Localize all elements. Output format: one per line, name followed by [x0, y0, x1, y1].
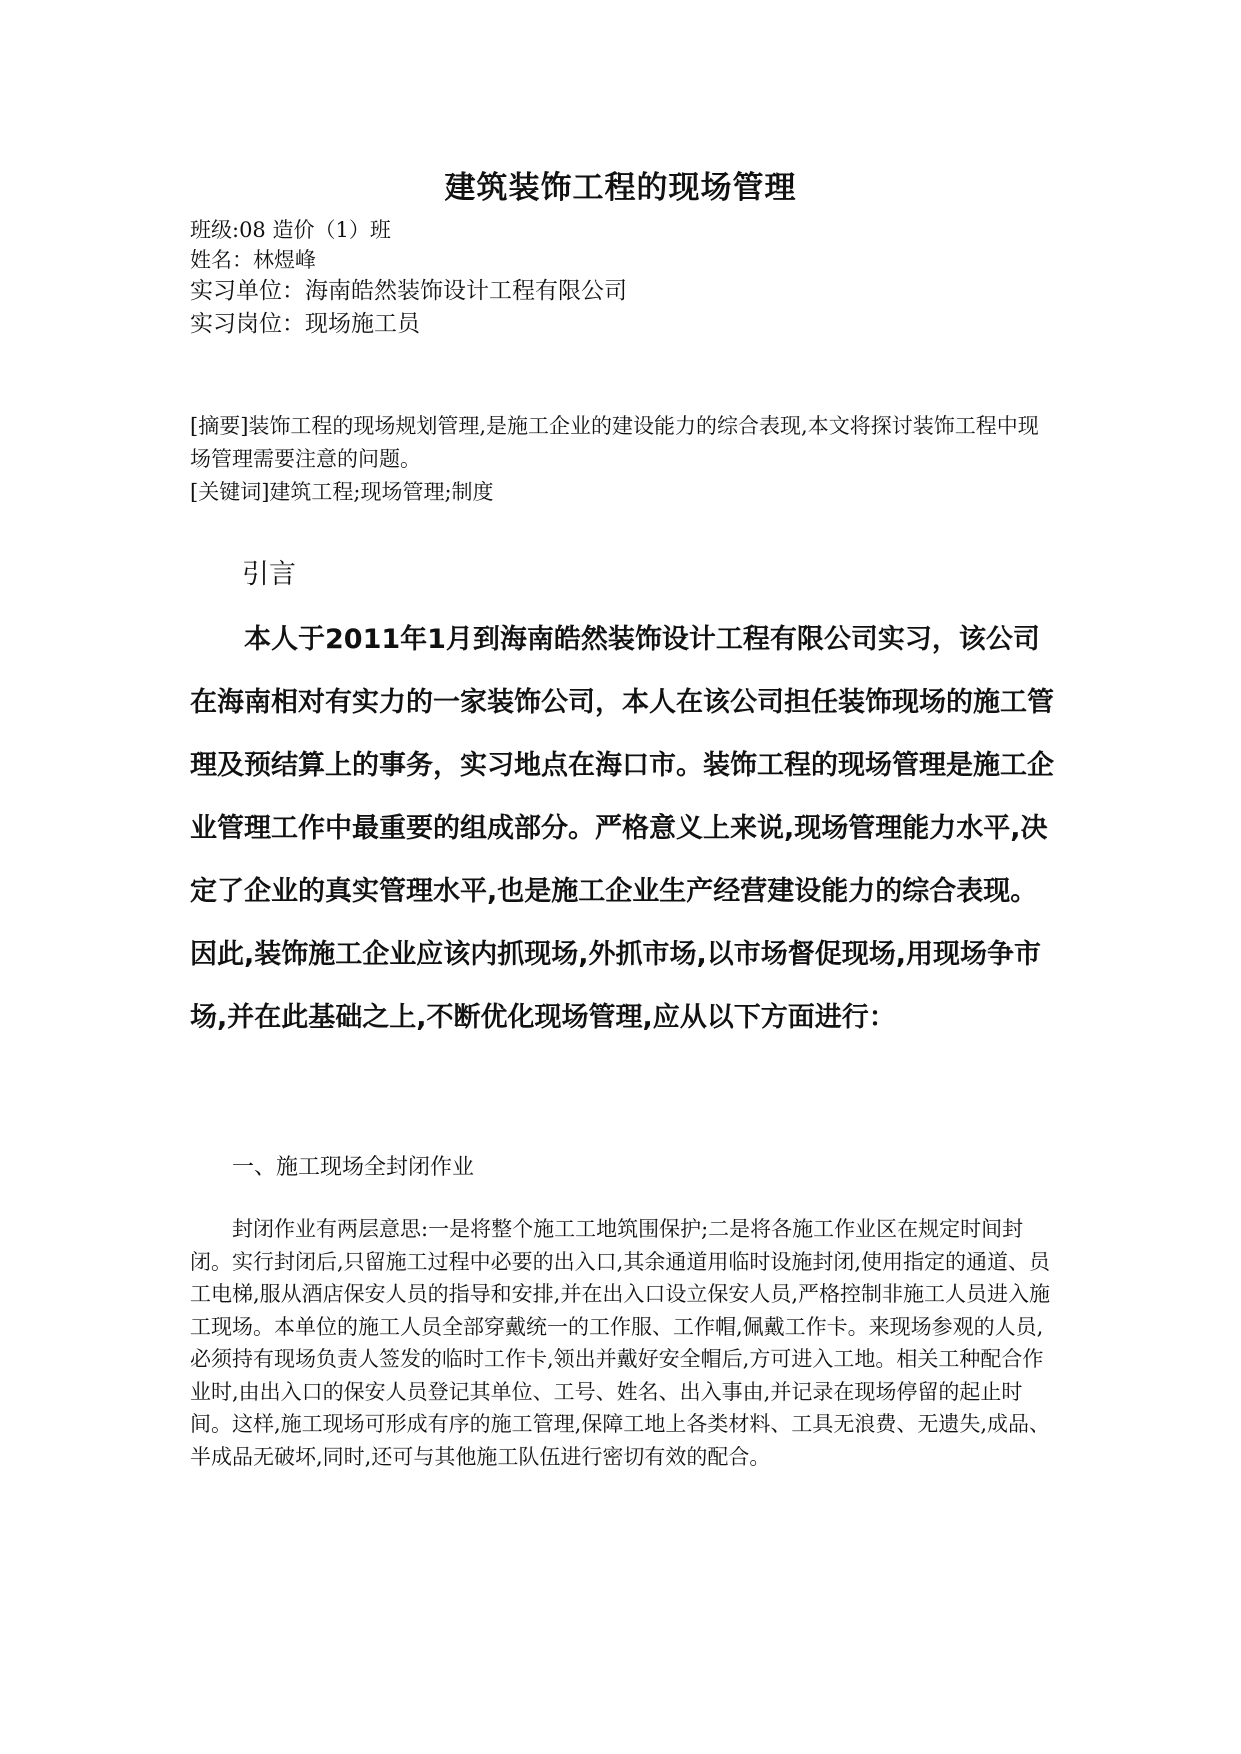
section-1-heading: 一、施工现场全封闭作业: [232, 1155, 475, 1180]
intro-heading: 引言: [242, 559, 296, 590]
abstract-block: [190, 410, 1052, 509]
internship-post-line: 实习岗位：现场施工员: [190, 311, 420, 337]
keywords-text: [关键词]建筑工程;现场管理;制度: [190, 480, 494, 504]
document-title: 建筑装饰工程的现场管理: [444, 170, 797, 206]
abstract-text: [摘要]装饰工程的现场规划管理,是施工企业的建设能力的综合表现,本文将探讨装饰工程中现场管理需要注意的问题。: [190, 414, 1039, 471]
name-line: 姓名：林煜峰: [190, 248, 316, 272]
section-1-paragraph: 封闭作业有两层意思:一是将整个施工工地筑围保护;二是将各施工作业区在规定时间封闭。实行封闭后,只留施工过程中必要的出入口,其余通道用临时设施封闭,使用指定的通道、员工电梯,服从酒店保安人员的指导和安排,并在出入口设立保安人员,严格控制非施工人员进入施工现场。本单位的施工人员全部穿戴统一的工作服、工作帽,佩戴工作卡。来现场参观的人员,必须持有现场负责人签发的临时工作卡,领出并戴好安全帽后,方可进入工地。相关工种配合作业时,由出入口的保安人员登记其单位、工号、姓名、出入事由,并记录在现场停留的起止时间。这样,施工现场可形成有序的施工管理,保障工地上各类材料、工具无浪费、无遗失,成品、半成品无破坏,同时,还可与其他施工队伍进行密切有效的配合。: [190, 1217, 1051, 1469]
internship-unit-line: 实习单位：海南皓然装饰设计工程有限公司: [190, 278, 627, 304]
student-info: [190, 215, 1090, 341]
class-line: 班级:08 造价（1）班: [190, 218, 391, 242]
intro-paragraph: 本人于2011年1月到海南皓然装饰设计工程有限公司实习，该公司在海南相对有实力的一家装饰公司，本人在该公司担任装饰现场的施工管理及预结算上的事务，实习地点在海口市。装饰工程的现场管理是施工企业管理工作中最重要的组成部分。严格意义上来说,现场管理能力水平,决定了企业的真实管理水平,也是施工企业生产经营建设能力的综合表现。因此,装饰施工企业应该内抓现场,外抓市场,以市场督促现场,用现场争市场,并在此基础之上,不断优化现场管理,应从以下方面进行：: [190, 624, 1054, 1033]
